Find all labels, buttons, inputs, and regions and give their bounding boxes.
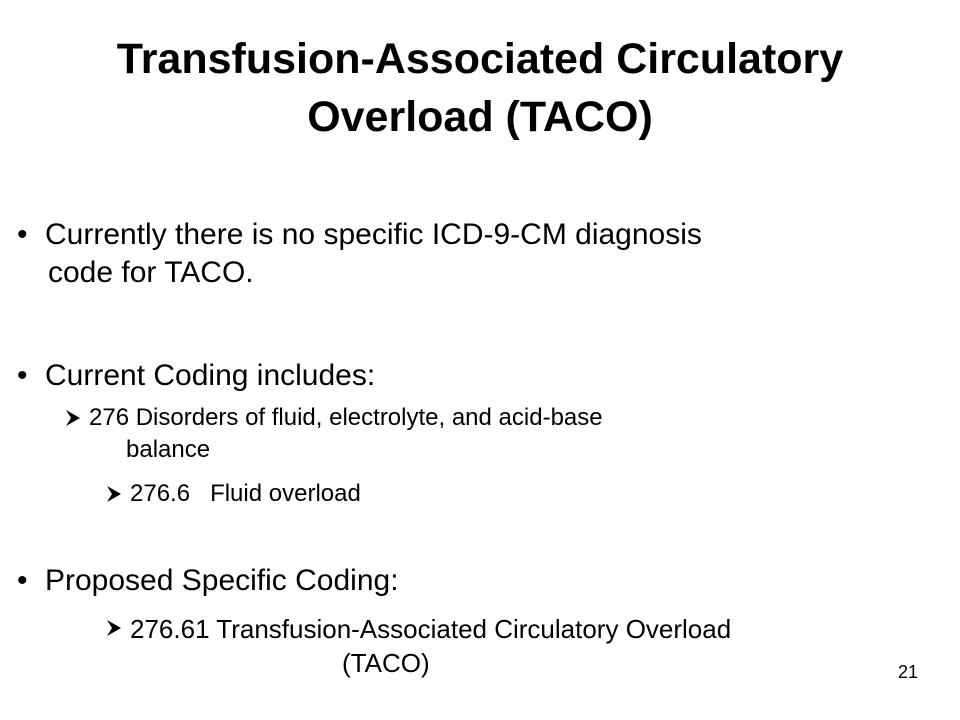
bullet-text-line-2: code for TACO. <box>48 256 254 289</box>
sub-item <box>130 612 731 680</box>
sub-item-text-line-1: 276.6 Fluid overload <box>130 480 361 507</box>
sub-item <box>89 402 603 466</box>
title-line-1: Transfusion-Associated Circulatory <box>116 35 844 83</box>
bullet-text-line-1: Current Coding includes: <box>45 359 376 392</box>
sub-item-text-line-1: 276 Disorders of fluid, electrolyte, and acid-base <box>89 404 603 431</box>
bullet-text-line-1: Proposed Specific Coding: <box>45 564 399 597</box>
bullet-item <box>17 216 702 292</box>
title-line-2: Overload (TACO) <box>307 93 653 141</box>
sub-item-text-line-1: 276.61 Transfusion-Associated Circulatory Overload <box>130 614 732 644</box>
arrowhead-bullet-icon <box>106 619 122 637</box>
sub-item-text-line-2: (TACO) <box>342 648 430 678</box>
slide-title <box>20 30 940 146</box>
bullet-dot-icon: • <box>17 218 28 251</box>
bullet-text-line-1: Currently there is no specific ICD-9-CM diagnosis <box>45 218 702 251</box>
bullet-item <box>17 357 376 395</box>
arrowhead-bullet-icon <box>65 409 81 427</box>
bullet-dot-icon: • <box>17 359 28 392</box>
sub-item-text-line-2: balance <box>126 436 211 463</box>
bullet-dot-icon: • <box>17 564 28 597</box>
sub-item <box>130 478 361 510</box>
bullet-item <box>17 562 399 600</box>
page-number: 21 <box>897 662 918 682</box>
arrowhead-bullet-icon <box>106 485 122 503</box>
